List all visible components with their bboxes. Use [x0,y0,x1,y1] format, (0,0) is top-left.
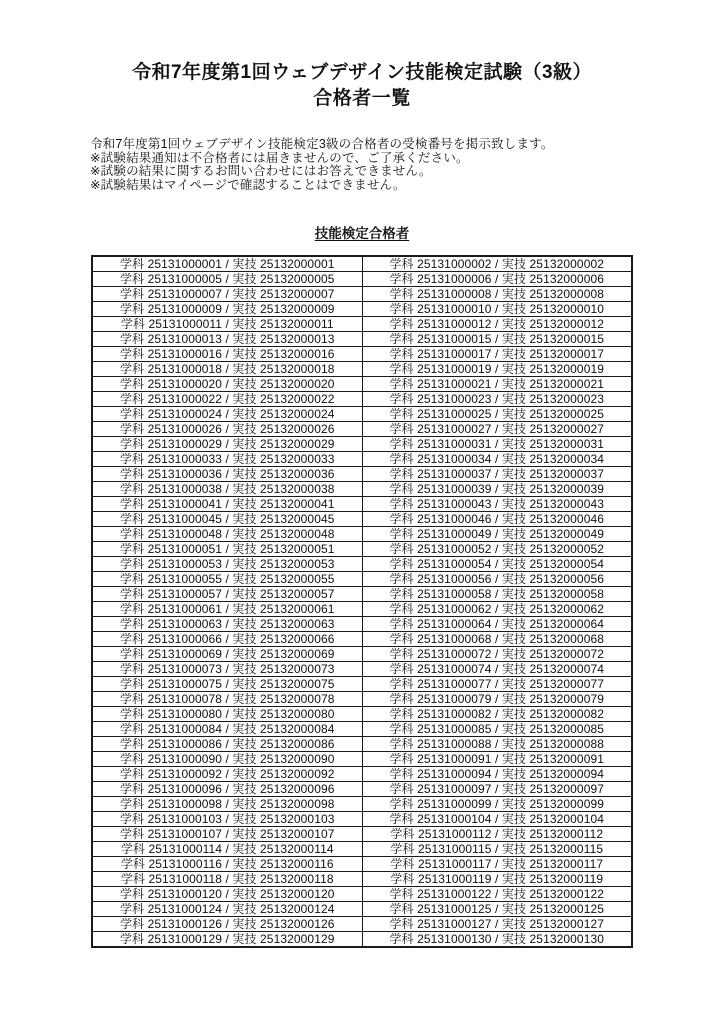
passer-number-cell: 学科 25131000029 / 実技 25132000029 [92,437,362,452]
table-row [92,662,632,677]
passer-number-cell: 学科 25131000057 / 実技 25132000057 [92,587,362,602]
passer-number-cell: 学科 25131000091 / 実技 25132000091 [362,752,632,767]
passer-number-cell: 学科 25131000094 / 実技 25132000094 [362,767,632,782]
passer-number-cell: 学科 25131000122 / 実技 25132000122 [362,887,632,902]
passer-number-cell: 学科 25131000124 / 実技 25132000124 [92,902,362,917]
passer-number-cell: 学科 25131000022 / 実技 25132000022 [92,392,362,407]
passer-number-cell: 学科 25131000025 / 実技 25132000025 [362,407,632,422]
table-row [92,707,632,722]
table-row [92,512,632,527]
passer-number-cell: 学科 25131000063 / 実技 25132000063 [92,617,362,632]
passer-number-cell: 学科 25131000037 / 実技 25132000037 [362,467,632,482]
passer-number-cell: 学科 25131000053 / 実技 25132000053 [92,557,362,572]
passer-number-cell: 学科 25131000130 / 実技 25132000130 [362,932,632,948]
passer-number-cell: 学科 25131000074 / 実技 25132000074 [362,662,632,677]
passers-table-body [92,256,632,947]
passer-number-cell: 学科 25131000012 / 実技 25132000012 [362,317,632,332]
passer-number-cell: 学科 25131000119 / 実技 25132000119 [362,872,632,887]
passer-number-cell: 学科 25131000118 / 実技 25132000118 [92,872,362,887]
passer-number-cell: 学科 25131000019 / 実技 25132000019 [362,362,632,377]
table-row [92,677,632,692]
table-row [92,542,632,557]
table-row [92,317,632,332]
passer-number-cell: 学科 25131000036 / 実技 25132000036 [92,467,362,482]
passer-number-cell: 学科 25131000024 / 実技 25132000024 [92,407,362,422]
passer-number-cell: 学科 25131000125 / 実技 25132000125 [362,902,632,917]
table-row [92,362,632,377]
passer-number-cell: 学科 25131000052 / 実技 25132000052 [362,542,632,557]
passer-number-cell: 学科 25131000018 / 実技 25132000018 [92,362,362,377]
passer-number-cell: 学科 25131000073 / 実技 25132000073 [92,662,362,677]
table-row [92,902,632,917]
intro-line: ※試験結果はマイページで確認することはできません。 [90,177,406,192]
passer-number-cell: 学科 25131000015 / 実技 25132000015 [362,332,632,347]
table-row [92,392,632,407]
passer-number-cell: 学科 25131000103 / 実技 25132000103 [92,812,362,827]
passer-number-cell: 学科 25131000027 / 実技 25132000027 [362,422,632,437]
table-row [92,602,632,617]
passer-number-cell: 学科 25131000031 / 実技 25132000031 [362,437,632,452]
passer-number-cell: 学科 25131000056 / 実技 25132000056 [362,572,632,587]
passer-number-cell: 学科 25131000114 / 実技 25132000114 [92,842,362,857]
table-row [92,722,632,737]
intro-line: ※試験結果通知は不合格者には届きませんので、ご了承ください。 [90,150,469,165]
table-row [92,647,632,662]
table-row [92,767,632,782]
table-row [92,887,632,902]
table-row [92,272,632,287]
table-row [92,452,632,467]
passer-number-cell: 学科 25131000084 / 実技 25132000084 [92,722,362,737]
passer-number-cell: 学科 25131000023 / 実技 25132000023 [362,392,632,407]
table-row [92,287,632,302]
section-heading-text: 技能検定合格者 [314,226,410,241]
passer-number-cell: 学科 25131000129 / 実技 25132000129 [92,932,362,948]
passer-number-cell: 学科 25131000002 / 実技 25132000002 [362,256,632,272]
passer-number-cell: 学科 25131000117 / 実技 25132000117 [362,857,632,872]
table-row [92,797,632,812]
passer-number-cell: 学科 25131000078 / 実技 25132000078 [92,692,362,707]
table-row [92,527,632,542]
passer-number-cell: 学科 25131000104 / 実技 25132000104 [362,812,632,827]
passer-number-cell: 学科 25131000026 / 実技 25132000026 [92,422,362,437]
intro-text [90,138,724,192]
table-row [92,572,632,587]
passer-number-cell: 学科 25131000016 / 実技 25132000016 [92,347,362,362]
table-row [92,737,632,752]
passer-number-cell: 学科 25131000086 / 実技 25132000086 [92,737,362,752]
section-heading [0,222,724,242]
passer-number-cell: 学科 25131000085 / 実技 25132000085 [362,722,632,737]
passer-number-cell: 学科 25131000005 / 実技 25132000005 [92,272,362,287]
passer-number-cell: 学科 25131000066 / 実技 25132000066 [92,632,362,647]
passer-number-cell: 学科 25131000062 / 実技 25132000062 [362,602,632,617]
passer-number-cell: 学科 25131000039 / 実技 25132000039 [362,482,632,497]
passer-number-cell: 学科 25131000077 / 実技 25132000077 [362,677,632,692]
passer-number-cell: 学科 25131000013 / 実技 25132000013 [92,332,362,347]
passer-number-cell: 学科 25131000007 / 実技 25132000007 [92,287,362,302]
table-row [92,827,632,842]
passer-number-cell: 学科 25131000008 / 実技 25132000008 [362,287,632,302]
passer-number-cell: 学科 25131000045 / 実技 25132000045 [92,512,362,527]
table-row [92,467,632,482]
page-title-line1: 令和7年度第1回ウェブデザイン技能検定試験（3級） [131,62,593,83]
passer-number-cell: 学科 25131000041 / 実技 25132000041 [92,497,362,512]
table-row [92,407,632,422]
table-row [92,872,632,887]
passer-number-cell: 学科 25131000115 / 実技 25132000115 [362,842,632,857]
table-row [92,437,632,452]
passer-number-cell: 学科 25131000079 / 実技 25132000079 [362,692,632,707]
passer-number-cell: 学科 25131000011 / 実技 25132000011 [92,317,362,332]
passer-number-cell: 学科 25131000098 / 実技 25132000098 [92,797,362,812]
passer-number-cell: 学科 25131000017 / 実技 25132000017 [362,347,632,362]
passer-number-cell: 学科 25131000046 / 実技 25132000046 [362,512,632,527]
table-row [92,917,632,932]
table-row [92,812,632,827]
passer-number-cell: 学科 25131000054 / 実技 25132000054 [362,557,632,572]
passer-number-cell: 学科 25131000126 / 実技 25132000126 [92,917,362,932]
table-row [92,932,632,948]
passer-number-cell: 学科 25131000021 / 実技 25132000021 [362,377,632,392]
table-row [92,692,632,707]
passers-table [91,255,633,948]
passer-number-cell: 学科 25131000043 / 実技 25132000043 [362,497,632,512]
table-row [92,377,632,392]
passer-number-cell: 学科 25131000107 / 実技 25132000107 [92,827,362,842]
passer-number-cell: 学科 25131000048 / 実技 25132000048 [92,527,362,542]
table-row [92,497,632,512]
passer-number-cell: 学科 25131000068 / 実技 25132000068 [362,632,632,647]
table-row [92,332,632,347]
passer-number-cell: 学科 25131000097 / 実技 25132000097 [362,782,632,797]
table-row [92,347,632,362]
passer-number-cell: 学科 25131000001 / 実技 25132000001 [92,256,362,272]
passer-number-cell: 学科 25131000080 / 実技 25132000080 [92,707,362,722]
passer-number-cell: 学科 25131000090 / 実技 25132000090 [92,752,362,767]
passer-number-cell: 学科 25131000034 / 実技 25132000034 [362,452,632,467]
page-title [0,0,724,112]
table-row [92,557,632,572]
table-row [92,302,632,317]
passer-number-cell: 学科 25131000075 / 実技 25132000075 [92,677,362,692]
passer-number-cell: 学科 25131000033 / 実技 25132000033 [92,452,362,467]
passer-number-cell: 学科 25131000009 / 実技 25132000009 [92,302,362,317]
passer-number-cell: 学科 25131000120 / 実技 25132000120 [92,887,362,902]
passer-number-cell: 学科 25131000112 / 実技 25132000112 [362,827,632,842]
passer-number-cell: 学科 25131000064 / 実技 25132000064 [362,617,632,632]
passer-number-cell: 学科 25131000010 / 実技 25132000010 [362,302,632,317]
passer-number-cell: 学科 25131000088 / 実技 25132000088 [362,737,632,752]
table-row [92,632,632,647]
intro-line: 令和7年度第1回ウェブデザイン技能検定3級の合格者の受検番号を掲示致します。 [90,137,554,151]
passer-number-cell: 学科 25131000051 / 実技 25132000051 [92,542,362,557]
passer-number-cell: 学科 25131000096 / 実技 25132000096 [92,782,362,797]
intro-line: ※試験の結果に関するお問い合わせにはお答えできません。 [90,164,432,178]
table-row [92,857,632,872]
passer-number-cell: 学科 25131000099 / 実技 25132000099 [362,797,632,812]
passer-number-cell: 学科 25131000055 / 実技 25132000055 [92,572,362,587]
passer-number-cell: 学科 25131000049 / 実技 25132000049 [362,527,632,542]
passer-number-cell: 学科 25131000038 / 実技 25132000038 [92,482,362,497]
passer-number-cell: 学科 25131000092 / 実技 25132000092 [92,767,362,782]
table-row [92,587,632,602]
table-row [92,256,632,272]
table-row [92,482,632,497]
table-row [92,752,632,767]
table-row [92,782,632,797]
passer-number-cell: 学科 25131000020 / 実技 25132000020 [92,377,362,392]
passer-number-cell: 学科 25131000006 / 実技 25132000006 [362,272,632,287]
passer-number-cell: 学科 25131000069 / 実技 25132000069 [92,647,362,662]
passer-number-cell: 学科 25131000061 / 実技 25132000061 [92,602,362,617]
page-title-line2: 合格者一覧 [313,88,411,109]
passer-number-cell: 学科 25131000058 / 実技 25132000058 [362,587,632,602]
table-row [92,842,632,857]
passer-number-cell: 学科 25131000072 / 実技 25132000072 [362,647,632,662]
passer-number-cell: 学科 25131000082 / 実技 25132000082 [362,707,632,722]
passer-number-cell: 学科 25131000116 / 実技 25132000116 [92,857,362,872]
table-row [92,617,632,632]
passer-number-cell: 学科 25131000127 / 実技 25132000127 [362,917,632,932]
table-row [92,422,632,437]
